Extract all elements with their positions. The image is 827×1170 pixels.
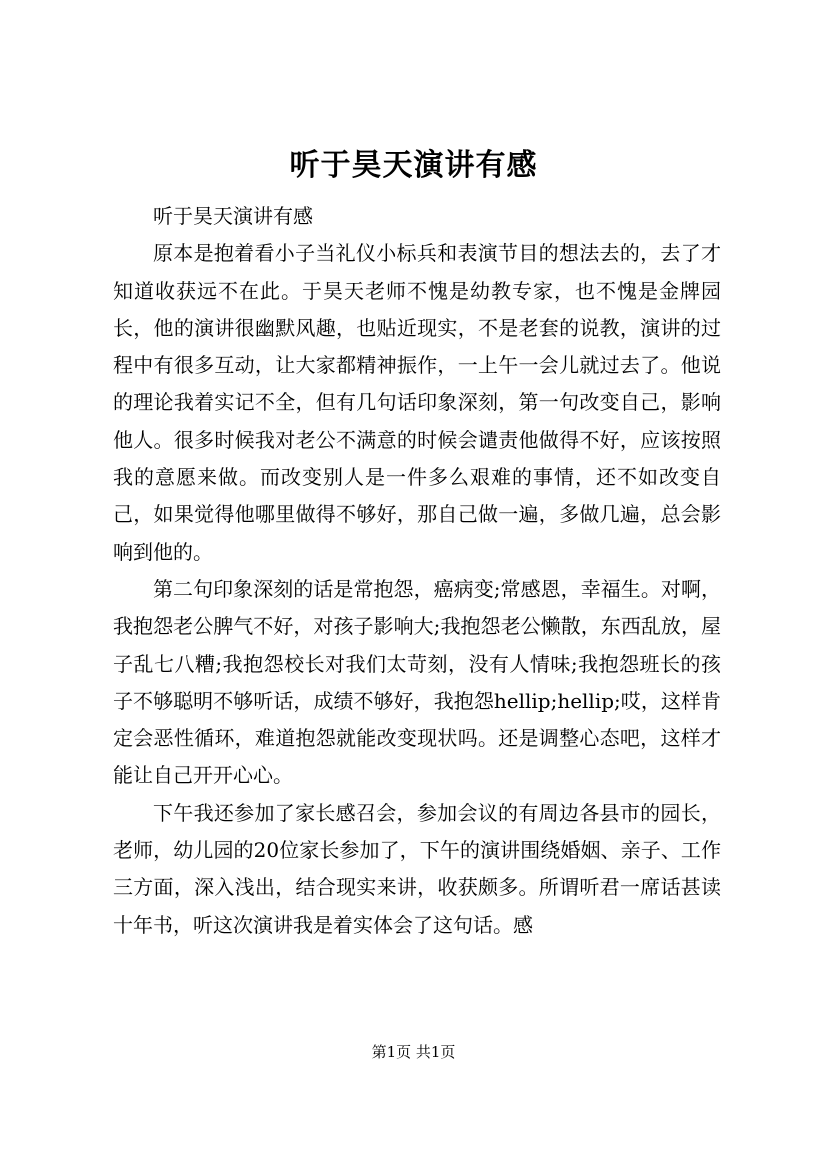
body-paragraph: 原本是抱着看小子当礼仪小标兵和表演节目的想法去的，去了才知道收获远不在此。于昊天老师不愧是幼教专家，也不愧是金牌园长，他的演讲很幽默风趣，也贴近现实，不是老套的说教，演讲的过程中有很多互动，让大家都精神振作，一上午一会儿就过去了。他说的理论我着实记不全，但有几句话印象深刻，第一句改变自己，影响他人。很多时候我对老公不满意的时候会谴责他做得不好，应该按照我的意愿来做。而改变别人是一件多么艰难的事情，还不如改变自己，如果觉得他哪里做得不够好，那自己做一遍，多做几遍，总会影响到他的。 xyxy=(113,241,721,564)
subtitle-paragraph: 听于昊天演讲有感 xyxy=(153,204,313,228)
body-paragraph: 下午我还参加了家长感召会，参加会议的有周边各县市的园长，老师，幼儿园的20位家长参加了，下午的演讲围绕婚姻、亲子、工作三方面，深入浅出，结合现实来讲，收获颇多。所谓听君一席话甚读十年书，听这次演讲我是着实体会了这句话。感 xyxy=(113,800,721,937)
page-footer: 第1页 共1页 xyxy=(371,1043,456,1061)
document-body xyxy=(113,198,721,944)
body-paragraph: 第二句印象深刻的话是常抱怨，癌病变;常感恩，幸福生。对啊，我抱怨老公脾气不好，对孩子影响大;我抱怨老公懒散，东西乱放，屋子乱七八糟;我抱怨校长对我们太苛刻，没有人情味;我抱怨班长的孩子不够聪明不够听话，成绩不够好，我抱怨hellip;hellip;哎，这样肯定会恶性循环，难道抱怨就能改变现状吗。还是调整心态吧，这样才能让自己开开心心。 xyxy=(113,576,721,788)
document-title: 听于昊天演讲有感 xyxy=(289,148,538,183)
